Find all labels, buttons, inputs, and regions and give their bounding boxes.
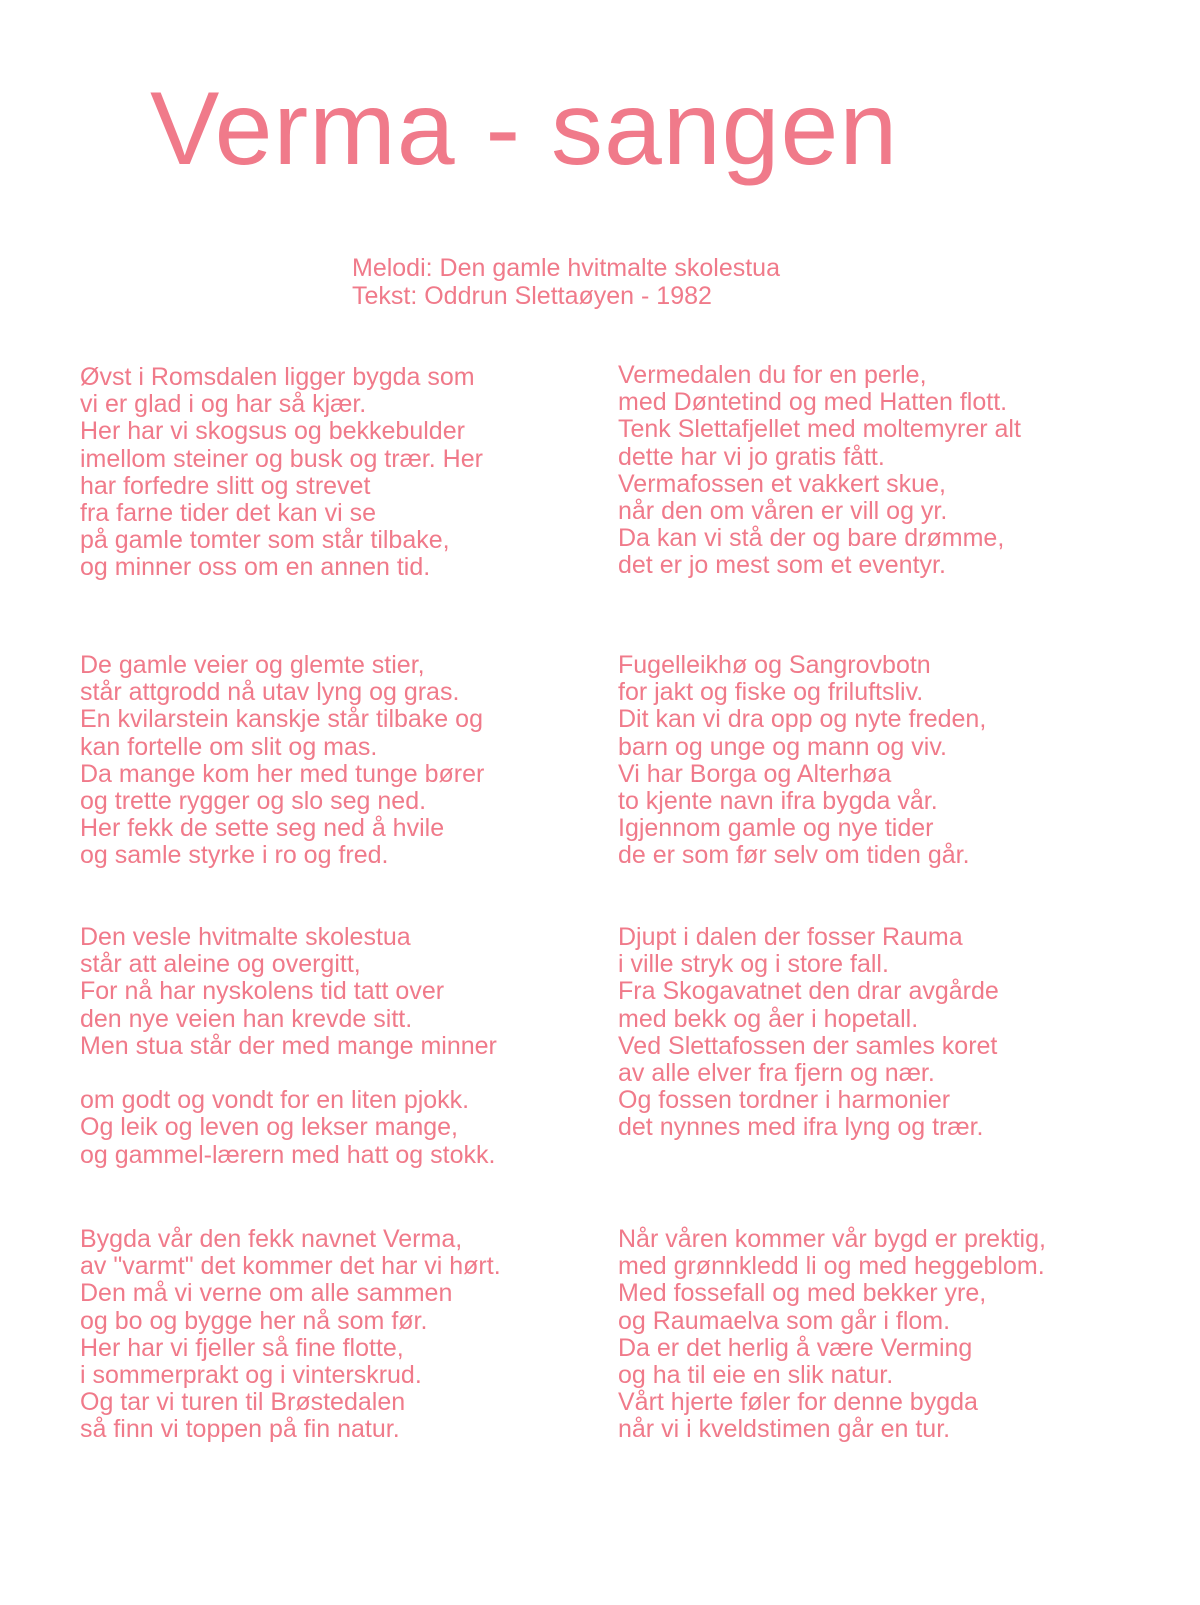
- stanza-line: Tenk Slettafjellet med moltemyrer alt: [618, 415, 1021, 444]
- stanza-line: Da er det herlig å være Verming: [618, 1333, 973, 1362]
- stanza-line: og gammel-lærern med hatt og stokk.: [80, 1140, 496, 1169]
- lyrics-credit: Tekst: Oddrun Slettaøyen - 1982: [352, 282, 712, 310]
- stanza-line: i sommerprakt og i vinterskrud.: [80, 1361, 422, 1390]
- stanza-line: dette har vi jo gratis fått.: [618, 442, 885, 471]
- credits: [352, 254, 780, 310]
- stanza-line: og trette rygger og slo seg ned.: [80, 787, 427, 816]
- stanza-line: [80, 1060, 497, 1087]
- stanza-line: i ville stryk og i store fall.: [618, 950, 889, 979]
- stanza-line: En kvilarstein kanskje står tilbake og: [80, 705, 483, 734]
- stanza-line: Vermafossen et vakkert skue,: [618, 469, 946, 498]
- stanza-line: for jakt og fiske og friluftsliv.: [618, 678, 924, 707]
- stanza-line: Fugelleikhø og Sangrovbotn: [618, 651, 931, 679]
- stanza-6: [618, 924, 999, 1142]
- stanza-line: Øvst i Romsdalen ligger bygda som: [80, 363, 475, 391]
- stanza-line: Og leik og leven og lekser mange,: [80, 1113, 458, 1142]
- stanza-line: Den må vi verne om alle sammen: [80, 1279, 453, 1308]
- stanza-line: når den om våren er vill og yr.: [618, 497, 948, 526]
- stanza-line: og bo og bygge her nå som før.: [80, 1306, 428, 1335]
- stanza-line: står attgrodd nå utav lyng og gras.: [80, 678, 460, 707]
- stanza-line: på gamle tomter som står tilbake,: [80, 526, 450, 555]
- stanza-line: av "varmt" det kommer det har vi hørt.: [80, 1252, 501, 1281]
- stanza-line: og ha til eie en slik natur.: [618, 1361, 894, 1390]
- stanza-line: og samle styrke i ro og fred.: [80, 841, 389, 870]
- stanza-line: Vermedalen du for en perle,: [618, 361, 927, 389]
- stanza-line: Fra Skogavatnet den drar avgårde: [618, 977, 999, 1006]
- stanza-line: det er jo mest som et eventyr.: [618, 551, 946, 580]
- stanza-line: Vi har Borga og Alterhøa: [618, 759, 892, 788]
- stanza-line: står att aleine og overgitt,: [80, 950, 361, 979]
- stanza-line: om godt og vondt for en liten pjokk.: [80, 1086, 470, 1115]
- stanza-line: Bygda vår den fekk navnet Verma,: [80, 1225, 463, 1253]
- stanza-line: Når våren kommer vår bygd er prektig,: [618, 1225, 1046, 1253]
- stanza-line: med grønnkledd li og med heggeblom.: [618, 1252, 1045, 1281]
- stanza-line: Og tar vi turen til Brøstedalen: [80, 1388, 406, 1417]
- stanza-5: [80, 924, 497, 1169]
- stanza-line: den nye veien han krevde sitt.: [80, 1004, 413, 1033]
- stanza-2: [618, 362, 1021, 580]
- stanza-line: Djupt i dalen der fosser Rauma: [618, 923, 963, 951]
- stanza-line: Og fossen tordner i harmonier: [618, 1086, 951, 1115]
- stanza-8: [618, 1226, 1046, 1444]
- stanza-line: når vi i kveldstimen går en tur.: [618, 1415, 951, 1444]
- stanza-line: og Raumaelva som går i flom.: [618, 1306, 951, 1335]
- stanza-line: Her har vi skogsus og bekkebulder: [80, 417, 465, 446]
- stanza-line: Dit kan vi dra opp og nyte freden,: [618, 705, 987, 734]
- stanza-line: fra farne tider det kan vi se: [80, 499, 376, 528]
- stanza-line: barn og unge og mann og viv.: [618, 732, 947, 761]
- stanza-line: Da kan vi stå der og bare drømme,: [618, 524, 1005, 553]
- stanza-line: De gamle veier og glemte stier,: [80, 651, 425, 679]
- stanza-1: [80, 364, 483, 582]
- melody-credit: Melodi: Den gamle hvitmalte skolestua: [352, 254, 780, 282]
- stanza-line: Da mange kom her med tunge bører: [80, 759, 485, 788]
- stanza-line: vi er glad i og har så kjær.: [80, 390, 367, 419]
- stanza-line: så finn vi toppen på fin natur.: [80, 1415, 400, 1444]
- stanza-line: Vårt hjerte føler for denne bygda: [618, 1388, 978, 1417]
- stanza-4: [618, 652, 986, 870]
- song-title: Verma - sangen: [150, 71, 899, 187]
- stanza-line: og minner oss om en annen tid.: [80, 553, 431, 582]
- stanza-line: Ved Slettafossen der samles koret: [618, 1031, 998, 1060]
- stanza-line: kan fortelle om slit og mas.: [80, 732, 378, 761]
- stanza-line: to kjente navn ifra bygda vår.: [618, 787, 938, 816]
- stanza-line: For nå har nyskolens tid tatt over: [80, 977, 445, 1006]
- stanza-line: Her har vi fjeller så fine flotte,: [80, 1333, 404, 1362]
- stanza-line: Men stua står der med mange minner: [80, 1031, 497, 1060]
- stanza-line: med bekk og åer i hopetall.: [618, 1004, 919, 1033]
- stanza-line: Med fossefall og med bekker yre,: [618, 1279, 987, 1308]
- stanza-line: av alle elver fra fjern og nær.: [618, 1059, 935, 1088]
- stanza-line: de er som før selv om tiden går.: [618, 841, 970, 870]
- stanza-line: Her fekk de sette seg ned å hvile: [80, 814, 445, 843]
- stanza-line: med Døntetind og med Hatten flott.: [618, 388, 1008, 417]
- stanza-line: Den vesle hvitmalte skolestua: [80, 923, 411, 951]
- stanza-line: Igjennom gamle og nye tider: [618, 814, 934, 843]
- stanza-7: [80, 1226, 501, 1444]
- stanza-line: det nynnes med ifra lyng og trær.: [618, 1113, 984, 1142]
- stanza-3: [80, 652, 484, 870]
- stanza-line: imellom steiner og busk og trær. Her: [80, 444, 483, 473]
- stanza-line: har forfedre slitt og strevet: [80, 471, 371, 500]
